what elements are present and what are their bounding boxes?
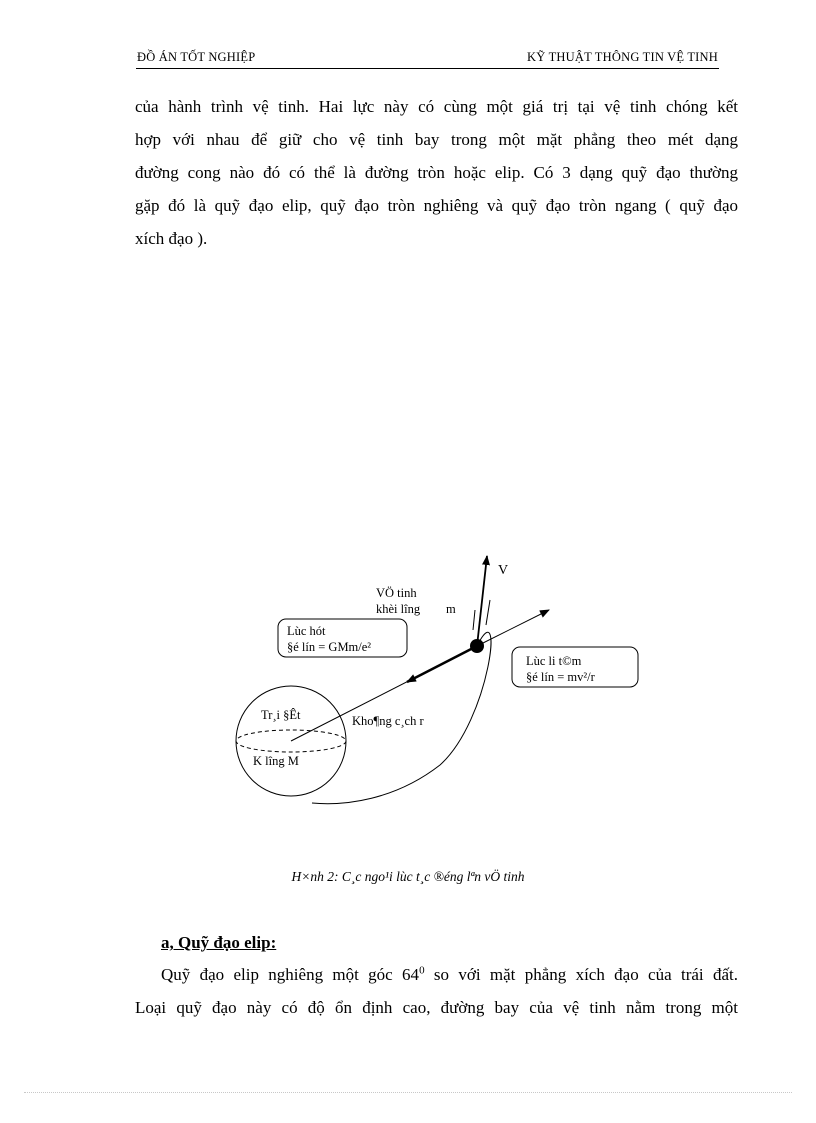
centrifugal-box-line2: §é lín = mv²/r [526,670,595,684]
paragraph-1-line: gặp đó là quỹ đạo elip, quỹ đạo tròn nghiêng và quỹ đạo tròn ngang ( quỹ đạo [135,196,738,215]
earth-mass-label: K lîng M [253,754,299,768]
degree-superscript: 0 [419,964,425,977]
velocity-tick-1 [473,610,475,630]
paragraph-2-line1-tail: so với mặt phẳng xích đạo của trái đất. [424,965,738,984]
paragraph-2-line1-text: Quỹ đạo elip nghiêng một góc 64 [161,965,420,984]
velocity-label: V [498,563,509,578]
earth-label: Tr¸i §Êt [261,708,301,722]
attraction-force-arrow [407,646,477,682]
centrifugal-box-line1: Lùc li t©m [526,654,582,668]
satellite-label-line1: VÖ tinh [376,586,417,600]
attraction-box-line2: §é lín = GMm/e² [287,640,372,654]
attraction-box-line1: Lùc hót [287,624,326,638]
velocity-tick-2 [486,600,490,625]
section-heading: a, Quỹ đạo elip: [161,933,277,952]
paragraph-2-line [135,958,738,991]
header-right-title: KỸ THUẬT THÔNG TIN VỆ TINH [527,50,718,64]
satellite-dot [470,639,484,653]
velocity-arrow [477,556,487,646]
paragraph-1-line: của hành trình vệ tinh. Hai lực này có cùng một giá trị tại vệ tinh chóng kết [135,97,738,116]
satellite-label-line2: khèi lîng [376,602,421,616]
paragraph-1-line: hợp với nhau để giữ cho vệ tinh bay trong một mặt phẳng theo mét dạng [135,130,738,149]
paragraph-2-line: Loại quỹ đạo này có độ ổn định cao, đường bay của vệ tinh nằm trong một [135,998,738,1017]
page-bottom-border [24,1092,792,1093]
satellite-mass-label: m [446,602,456,616]
paragraph-1-line: xích đạo ). [135,229,208,248]
figure-caption: H×nh 2: C¸c ngo¹i lùc t¸c ®éng lªn vÖ tinh [291,869,525,884]
header-left-title: ĐỒ ÁN TỐT NGHIỆP [137,50,256,64]
paragraph-1-line: đường cong nào đó có thể là đường tròn hoặc elip. Có 3 dạng quỹ đạo thường [135,163,738,182]
distance-label: Kho¶ng c¸ch r [352,714,424,728]
